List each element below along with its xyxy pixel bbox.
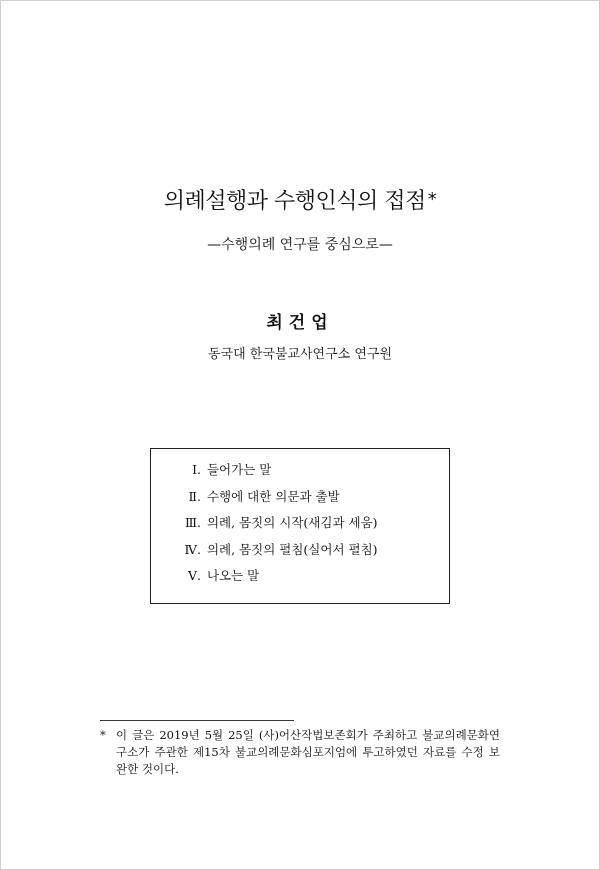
toc-item: [183, 516, 449, 543]
toc-item-number: Ⅲ.: [184, 515, 201, 530]
toc-item-number: Ⅳ.: [184, 541, 201, 557]
title-footnote-mark: *: [427, 189, 437, 210]
toc-list: [151, 449, 449, 596]
toc-item: [183, 463, 449, 490]
toc-item-number: Ⅴ.: [187, 568, 201, 583]
author-affiliation: 동국대 한국불교사연구소 연구원: [207, 347, 393, 362]
footnote-text: 이 글은 2019년 5월 25일 (사)어산작법보존회가 주최하고 불교의례문화연구소가 주관한 제15차 불교의례문화심포지엄에 투고하였던 자료를 수정 보완한 것이다.: [116, 728, 500, 776]
toc-item-label: 의례, 몸짓의 펼침(실어서 펼침): [206, 541, 378, 557]
toc-item: [183, 490, 449, 517]
author-name: 최건업: [266, 313, 334, 333]
paper-subtitle: —수행의례 연구를 중심으로—: [207, 237, 393, 253]
toc-item-number: Ⅰ.: [192, 462, 201, 477]
toc-item-label: 의례, 몸짓의 시작(새김과 세움): [206, 515, 378, 530]
toc-item-label: 들어가는 말: [206, 462, 272, 477]
paper-title: 의례설행과 수행인식의 접점: [163, 189, 426, 214]
toc-item: [183, 543, 449, 570]
footnote-separator: [100, 720, 294, 721]
toc-item-label: 나오는 말: [206, 568, 260, 583]
toc-item-label: 수행에 대한 의문과 출발: [206, 488, 340, 504]
toc-item: [183, 569, 449, 596]
footnote: [100, 727, 500, 778]
toc-item-number: Ⅱ.: [188, 488, 201, 504]
footnote-mark: *: [100, 728, 106, 742]
paper-title-block: [0, 184, 600, 215]
table-of-contents: [150, 448, 450, 604]
